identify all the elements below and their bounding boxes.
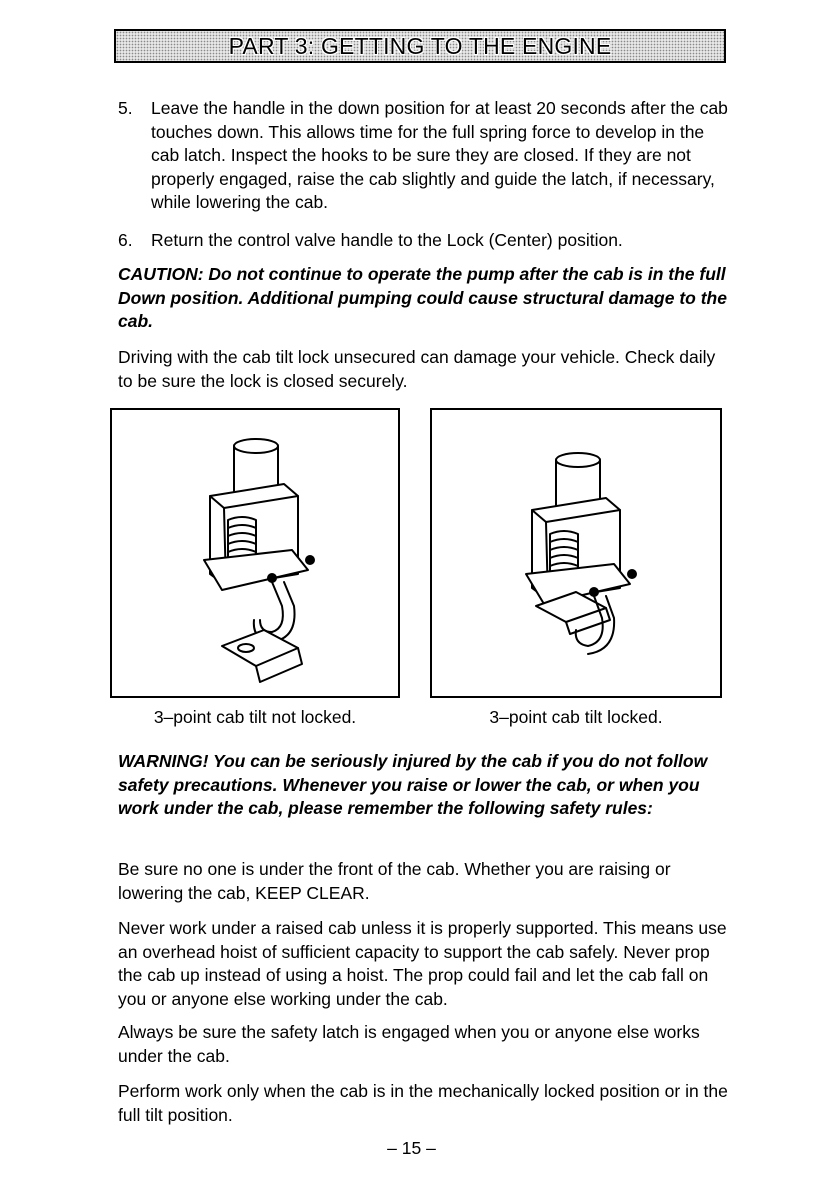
section-header xyxy=(114,29,726,63)
figure-locked xyxy=(430,408,722,698)
page-number: – 15 – xyxy=(387,1138,436,1158)
cab-latch-unlocked-icon xyxy=(112,410,398,696)
warning-notice: WARNING! You can be seriously injured by the cab if you do not follow safety precautions. Whenever you raise or lower the cab, or when you work under the cab, please remember the following safety rules: xyxy=(118,751,708,818)
figure-locked-caption: 3–point cab tilt locked. xyxy=(489,707,663,727)
driving-note: Driving with the cab tilt lock unsecured can damage your vehicle. Check daily to be sure the lock is closed securely. xyxy=(118,347,716,391)
figure-unlocked-caption: 3–point cab tilt not locked. xyxy=(153,707,357,727)
safety-rule-1: Be sure no one is under the front of the cab. Whether you are raising or lowering the cab, KEEP CLEAR. xyxy=(118,859,671,903)
safety-rule-4: Perform work only when the cab is in the mechanically locked position or in the full tilt position. xyxy=(118,1081,728,1125)
step-6-number: 6. xyxy=(118,230,133,250)
step-6-text: Return the control valve handle to the Lock (Center) position. xyxy=(151,230,623,250)
cab-latch-locked-icon xyxy=(432,410,720,696)
section-title: PART 3: GETTING TO THE ENGINE xyxy=(228,33,612,59)
caution-notice: CAUTION: Do not continue to operate the pump after the cab is in the full Down position. Additional pumping could cause structural damage to the cab. xyxy=(118,264,727,331)
step-5-number: 5. xyxy=(118,98,133,118)
figure-unlocked xyxy=(110,408,400,698)
safety-rule-2: Never work under a raised cab unless it is properly supported. This means use an overhead hoist of sufficient capacity to support the cab safely. Never prop the cab up instead of using a hoist. The prop could fail and let the cab fall on you or anyone else working under the cab. xyxy=(118,918,727,1009)
step-5-text: Leave the handle in the down position for at least 20 seconds after the cab touches down. This allows time for the full spring force to develop in the cab latch. Inspect the hooks to be sure they are closed. If they are not properly engaged, raise the cab slightly and guide the latch, if necessary, while lowering the cab. xyxy=(151,98,728,212)
safety-rule-3: Always be sure the safety latch is engaged when you or anyone else works under the cab. xyxy=(118,1022,700,1066)
